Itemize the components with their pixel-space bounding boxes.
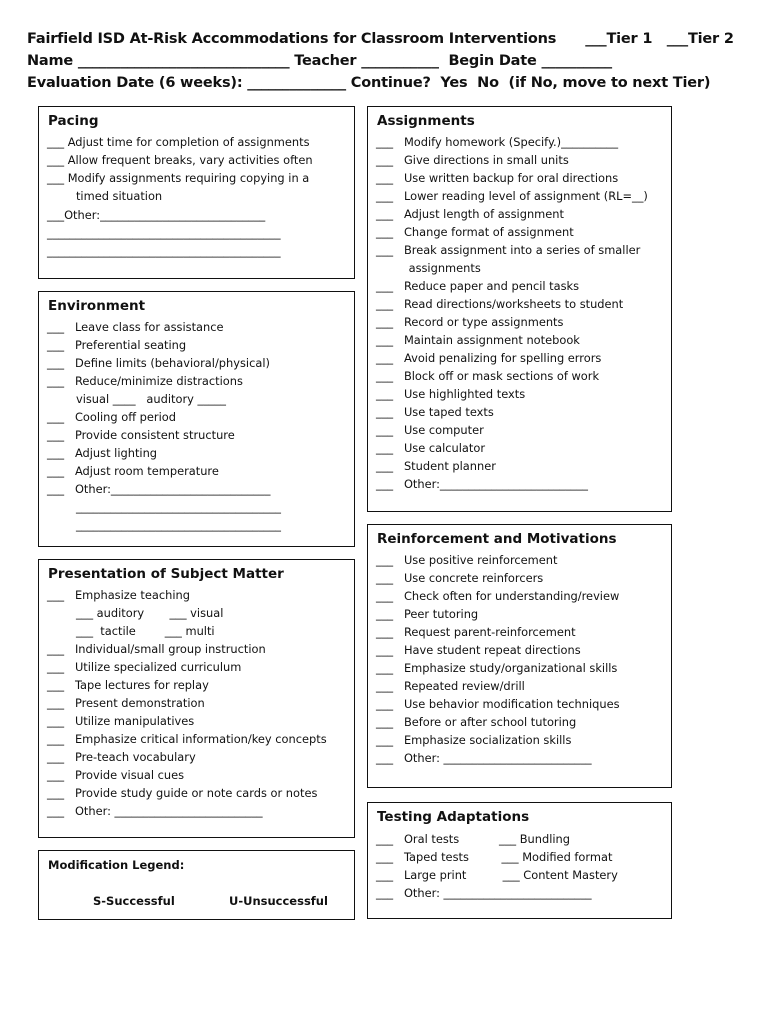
reinforcement-other: ___ Other: __________________________	[376, 751, 592, 765]
reinforcement-item: ___ Use positive reinforcement	[376, 553, 558, 567]
form-title: Fairfield ISD At-Risk Accommodations for Classroom Interventions ___Tier 1 ___Tier 2	[27, 31, 734, 47]
assignments-item: assignments	[376, 261, 481, 275]
legend-successful: S-Successful	[93, 894, 175, 908]
presentation-section	[38, 559, 355, 838]
presentation-item: ___ Utilize manipulatives	[47, 714, 195, 728]
environment-item: ___ Adjust lighting	[47, 446, 158, 460]
presentation-item: ___ Provide visual cues	[47, 768, 185, 782]
pacing-blank-line: _________________________________________	[47, 244, 281, 258]
pacing-item: ___ Modify assignments requiring copying in a	[47, 171, 310, 185]
environment-section	[38, 291, 355, 547]
reinforcement-item: ___ Check often for understanding/review	[376, 589, 620, 603]
environment-item: ___ Preferential seating	[47, 338, 187, 352]
reinforcement-item: ___ Peer tutoring	[376, 607, 479, 621]
reinforcement-section	[367, 524, 672, 788]
presentation-item: ___ Tape lectures for replay	[47, 678, 209, 692]
environment-item: ___ Cooling off period	[47, 410, 176, 424]
modification-legend	[38, 850, 355, 920]
assignments-item: ___ Adjust length of assignment	[376, 207, 564, 221]
assignments-item: ___ Give directions in small units	[376, 153, 569, 167]
legend-title: Modification Legend:	[48, 858, 185, 872]
presentation-item: ___ Individual/small group instruction	[47, 642, 266, 656]
section-title: Assignments	[377, 113, 475, 129]
reinforcement-item: ___ Before or after school tutoring	[376, 715, 577, 729]
assignments-item: ___ Student planner	[376, 459, 496, 473]
assignments-item: ___ Change format of assignment	[376, 225, 574, 239]
presentation-item: ___ Utilize specialized curriculum	[47, 660, 242, 674]
environment-item: ___ Provide consistent structure	[47, 428, 235, 442]
assignments-item: ___ Use written backup for oral directions	[376, 171, 619, 185]
environment-item: ___ Leave class for assistance	[47, 320, 224, 334]
presentation-item: ___ Provide study guide or note cards or notes	[47, 786, 318, 800]
presentation-other: ___ Other: __________________________	[47, 804, 263, 818]
presentation-item: ___ auditory ___ visual	[47, 606, 224, 620]
section-title: Reinforcement and Motivations	[377, 531, 617, 547]
reinforcement-item: ___ Emphasize study/organizational skills	[376, 661, 618, 675]
section-title: Testing Adaptations	[377, 809, 530, 825]
testing-item: ___ Oral tests ___ Bundling	[376, 832, 570, 846]
presentation-item: ___ tactile ___ multi	[47, 624, 215, 638]
reinforcement-item: ___ Request parent-reinforcement	[376, 625, 576, 639]
assignments-item: ___ Modify homework (Specify.)__________	[376, 135, 619, 149]
pacing-other: ___Other:_____________________________	[47, 208, 266, 222]
assignments-item: ___ Avoid penalizing for spelling errors	[376, 351, 602, 365]
assignments-item: ___ Record or type assignments	[376, 315, 564, 329]
environment-item: ___ Reduce/minimize distractions	[47, 374, 243, 388]
assignments-item: ___ Reduce paper and pencil tasks	[376, 279, 580, 293]
assignments-item: ___ Use highlighted texts	[376, 387, 526, 401]
assignments-item: ___ Break assignment into a series of smaller	[376, 243, 641, 257]
reinforcement-item: ___ Use behavior modification techniques	[376, 697, 620, 711]
evaluation-date-line: Evaluation Date (6 weeks): ______________ Continue? Yes No (if No, move to next Tier)	[27, 75, 711, 91]
reinforcement-item: ___ Emphasize socialization skills	[376, 733, 572, 747]
reinforcement-item: ___ Use concrete reinforcers	[376, 571, 544, 585]
pacing-item: ___ Allow frequent breaks, vary activities often	[47, 153, 313, 167]
name-teacher-line: Name ______________________________ Teacher ___________ Begin Date __________	[27, 53, 612, 69]
reinforcement-item: ___ Repeated review/drill	[376, 679, 525, 693]
pacing-item: ___ Adjust time for completion of assignments	[47, 135, 310, 149]
assignments-item: ___ Lower reading level of assignment (RL=__)	[376, 189, 648, 203]
presentation-item: ___ Pre-teach vocabulary	[47, 750, 196, 764]
section-title: Presentation of Subject Matter	[48, 566, 284, 582]
testing-item: ___ Large print ___ Content Mastery	[376, 868, 618, 882]
pacing-item: timed situation	[47, 189, 163, 203]
legend-unsuccessful: U-Unsuccessful	[229, 894, 328, 908]
environment-item: ___ Adjust room temperature	[47, 464, 219, 478]
assignments-item: ___ Use taped texts	[376, 405, 494, 419]
assignments-item: ___ Use calculator	[376, 441, 486, 455]
environment-other: ___ Other:____________________________	[47, 482, 271, 496]
testing-item: ___ Taped tests ___ Modified format	[376, 850, 613, 864]
assignments-other: ___ Other:__________________________	[376, 477, 589, 491]
assignments-item: ___ Read directions/worksheets to student	[376, 297, 624, 311]
assignments-item: ___ Maintain assignment notebook	[376, 333, 580, 347]
environment-item: ___ Define limits (behavioral/physical)	[47, 356, 270, 370]
testing-other: ___ Other: __________________________	[376, 886, 592, 900]
testing-section	[367, 802, 672, 919]
pacing-section	[38, 106, 355, 279]
environment-blank-line: ____________________________________	[47, 518, 281, 532]
assignments-item: ___ Block off or mask sections of work	[376, 369, 600, 383]
presentation-item: ___ Emphasize teaching	[47, 588, 190, 602]
assignments-item: ___ Use computer	[376, 423, 484, 437]
presentation-item: ___ Emphasize critical information/key concepts	[47, 732, 327, 746]
section-title: Pacing	[48, 113, 99, 129]
section-title: Environment	[48, 298, 146, 314]
pacing-blank-line: _________________________________________	[47, 226, 281, 240]
reinforcement-item: ___ Have student repeat directions	[376, 643, 581, 657]
environment-item: visual ____ auditory _____	[47, 392, 226, 406]
presentation-item: ___ Present demonstration	[47, 696, 205, 710]
assignments-section	[367, 106, 672, 512]
environment-blank-line: ____________________________________	[47, 500, 281, 514]
